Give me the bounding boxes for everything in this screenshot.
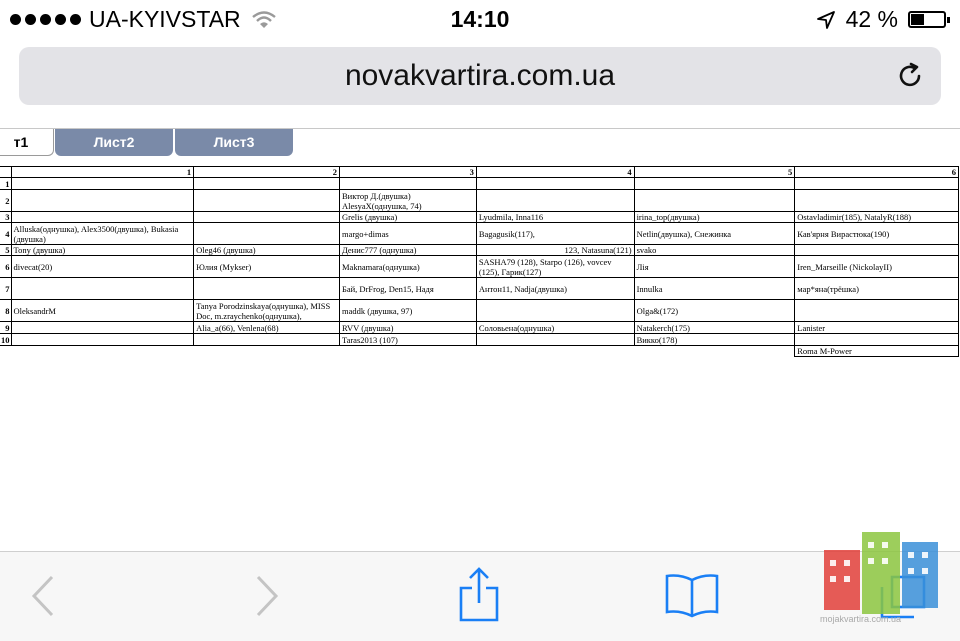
table-cell[interactable] [634, 178, 795, 190]
table-cell[interactable]: Кав'ярня Вирастюка(190) [795, 223, 959, 245]
table-cell[interactable]: Lanister [795, 322, 959, 334]
table-cell[interactable]: divecat(20) [11, 256, 194, 278]
table-cell[interactable] [795, 245, 959, 256]
row-number[interactable]: 3 [0, 212, 11, 223]
column-header[interactable]: 6 [795, 167, 959, 178]
bookmarks-icon[interactable] [664, 572, 720, 618]
row-number[interactable]: 10 [1, 334, 10, 345]
column-header[interactable]: 4 [476, 167, 634, 178]
table-cell[interactable]: Roma M-Power [795, 346, 959, 357]
table-cell[interactable] [11, 334, 194, 346]
table-cell[interactable] [11, 346, 194, 357]
table-cell[interactable]: Grelis (двушка) [339, 212, 476, 223]
table-cell[interactable] [476, 178, 634, 190]
carrier-name: UA-KYIVSTAR [89, 6, 241, 32]
row-number[interactable]: 5 [0, 245, 11, 256]
table-row [0, 190, 959, 212]
table-cell[interactable] [194, 334, 340, 346]
address-bar[interactable] [19, 47, 941, 105]
reload-icon[interactable] [895, 61, 925, 91]
clock: 14:10 [450, 6, 510, 32]
table-cell[interactable] [476, 346, 634, 357]
table-cell[interactable]: Антон11, Nadja(двушка) [476, 278, 634, 300]
column-header-row [0, 167, 959, 178]
table-cell[interactable] [339, 346, 476, 357]
column-header[interactable]: 1 [11, 167, 194, 178]
forward-icon[interactable] [254, 574, 280, 618]
row-number[interactable]: 4 [0, 223, 11, 245]
column-header[interactable] [0, 167, 11, 178]
table-row [0, 300, 959, 322]
row-number[interactable]: 1 [0, 178, 11, 190]
row-number[interactable] [0, 346, 11, 357]
tab-sheet2[interactable]: Лист2 [55, 129, 173, 156]
table-cell[interactable] [795, 190, 959, 212]
table-cell[interactable]: Денис777 (однушка) [339, 245, 476, 256]
table-cell[interactable] [194, 178, 340, 190]
share-icon[interactable] [459, 566, 499, 622]
table-row [0, 178, 959, 190]
table-cell[interactable] [339, 178, 476, 190]
table-cell[interactable]: Olga&(172) [634, 300, 795, 322]
table-cell[interactable]: Юлия (Mykser) [194, 256, 340, 278]
table-cell[interactable]: Ostavladimir(185), NatalyR(188) [795, 212, 959, 223]
table-cell[interactable]: SASHA79 (128), Starpo (126), vovcev (125), Гарик(127) [476, 256, 634, 278]
bottom-toolbar [0, 551, 960, 641]
table-cell[interactable]: Соловьена(однушка) [476, 322, 634, 334]
table-row [0, 256, 959, 278]
table-cell[interactable] [11, 278, 194, 300]
row-number[interactable]: 9 [0, 322, 11, 334]
table-row [0, 346, 959, 357]
table-cell[interactable] [11, 190, 194, 212]
table-cell[interactable]: Maknamara(однушка) [339, 256, 476, 278]
url-text[interactable]: novakvartira.com.ua [344, 59, 616, 92]
table-row [0, 278, 959, 300]
table-cell[interactable] [11, 322, 194, 334]
column-header[interactable]: 5 [634, 167, 795, 178]
column-header[interactable]: 3 [339, 167, 476, 178]
table-cell[interactable]: OleksandrM [11, 300, 194, 322]
row-number[interactable]: 6 [0, 256, 11, 278]
table-cell[interactable]: irina_top(двушка) [634, 212, 795, 223]
table-cell[interactable] [11, 212, 194, 223]
battery-icon [908, 11, 946, 28]
table-cell[interactable]: Лія [634, 256, 795, 278]
row-number[interactable]: 7 [0, 278, 11, 300]
table-cell[interactable] [194, 346, 340, 357]
table-cell[interactable] [11, 178, 194, 190]
table-cell[interactable] [476, 300, 634, 322]
table-cell[interactable]: Taras2013 (107) [339, 334, 476, 346]
table-cell[interactable] [634, 190, 795, 212]
table-cell[interactable]: Викко(178) [634, 334, 795, 346]
table-cell[interactable] [795, 334, 959, 346]
status-bar [0, 0, 960, 40]
table-cell[interactable] [634, 346, 795, 357]
table-cell[interactable] [194, 223, 340, 245]
table-cell[interactable]: maddk (двушка, 97) [339, 300, 476, 322]
table-row [0, 322, 959, 334]
table-row [0, 245, 959, 256]
table-cell[interactable]: Netlin(двушка), Снежинка [634, 223, 795, 245]
table-cell[interactable]: Innulka [634, 278, 795, 300]
table-cell[interactable]: Бай, DrFrog, Den15, Надя [339, 278, 476, 300]
table-cell[interactable] [795, 178, 959, 190]
table-cell[interactable]: Alluska(однушка), Alex3500(двушка), Bukasia (двушка) [11, 223, 194, 245]
table-cell[interactable] [476, 190, 634, 212]
table-cell[interactable]: Iren_Marseille (NickolayII) [795, 256, 959, 278]
table-cell[interactable]: Tanya Porodzinskaya(однушка), MISS Doc, m.zraychenko(однушка), [194, 300, 340, 322]
table-cell[interactable]: Natakerch(175) [634, 322, 795, 334]
table-cell[interactable] [194, 278, 340, 300]
location-arrow-icon [816, 10, 836, 30]
table-row [0, 223, 959, 245]
table-cell[interactable] [194, 212, 340, 223]
table-cell[interactable]: svako [634, 245, 795, 256]
table-cell[interactable]: Alia_a(66), Venlena(68) [194, 322, 340, 334]
table-cell[interactable]: Виктор Д.(двушка) AlesyaX(однушка, 74) [339, 190, 476, 212]
table-row [0, 212, 959, 223]
table-cell[interactable] [795, 300, 959, 322]
table-cell[interactable]: 123, Natasuna(121) [476, 245, 634, 256]
table-cell[interactable]: Oleg46 (двушка) [194, 245, 340, 256]
table-cell[interactable]: margo+dimas [339, 223, 476, 245]
spreadsheet-table [0, 166, 959, 357]
row-number[interactable]: 8 [0, 300, 11, 322]
back-icon[interactable] [30, 574, 56, 618]
table-cell[interactable]: Lyudmila, Inna116 [476, 212, 634, 223]
tab-sheet1[interactable]: т1 [0, 129, 54, 156]
battery-percent: 42 % [845, 6, 898, 32]
status-right [816, 6, 946, 33]
tab-sheet3[interactable]: Лист3 [175, 129, 293, 156]
column-header[interactable]: 2 [194, 167, 340, 178]
table-cell[interactable]: Bagagusik(117), [476, 223, 634, 245]
row-number[interactable]: 2 [0, 190, 11, 212]
table-cell[interactable] [194, 190, 340, 212]
table-row [0, 334, 959, 346]
table-cell[interactable]: RVV (двушка) [339, 322, 476, 334]
table-cell[interactable]: Tony (двушка) [11, 245, 194, 256]
table-cell[interactable] [476, 334, 634, 346]
table-cell[interactable]: мар*яна(трёшка) [795, 278, 959, 300]
watermark-text: mojakvartira.com.ua [820, 614, 902, 624]
